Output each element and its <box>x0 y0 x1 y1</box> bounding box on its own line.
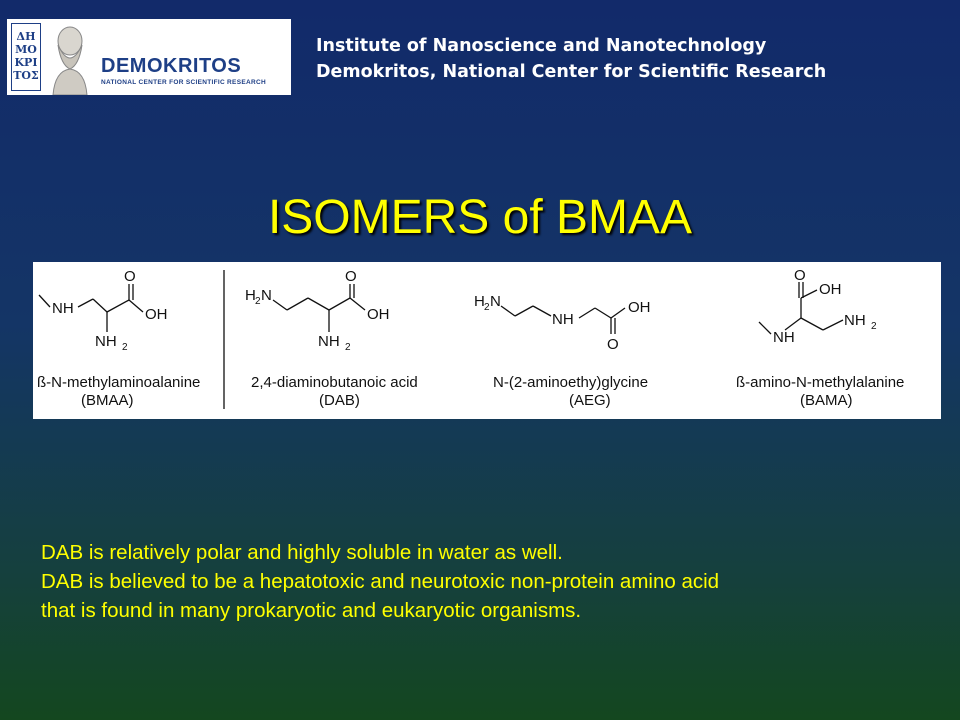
logo-glyph-line: ΚΡΙ <box>14 56 38 69</box>
atom-label: OH <box>819 281 842 298</box>
institute-name: Institute of Nanoscience and Nanotechnology <box>316 36 767 56</box>
logo-glyph-line: ΔΗ <box>16 30 36 43</box>
atom-label: O <box>124 268 136 285</box>
atom-label: NH <box>95 333 117 350</box>
logo-name: DEMOKRITOS <box>101 55 242 77</box>
atom-label: OH <box>628 299 651 316</box>
description-line: DAB is relatively polar and highly soluble in water as well. <box>41 541 563 564</box>
center-name: Demokritos, National Center for Scientific Research <box>316 62 827 82</box>
atom-label: O <box>345 268 357 285</box>
atom-subscript: 2 <box>345 342 351 353</box>
logo-glyph-line: ΜΟ <box>15 43 37 56</box>
bama-abbr: (BAMA) <box>800 392 853 409</box>
institute-header <box>316 33 826 85</box>
aeg-abbr: (AEG) <box>569 392 611 409</box>
bmaa-abbr: (BMAA) <box>81 392 134 409</box>
dab-abbr: (DAB) <box>319 392 360 409</box>
description-line: DAB is believed to be a hepatotoxic and neurotoxic non-protein amino acid <box>41 570 720 593</box>
dab-name: 2,4-diaminobutanoic acid <box>251 374 418 391</box>
logo-subtitle: NATIONAL CENTER FOR SCIENTIFIC RESEARCH <box>101 79 266 86</box>
structures-panel <box>33 262 941 419</box>
atom-label: O <box>794 267 806 284</box>
atom-label: NH <box>773 329 795 346</box>
demokritos-logo <box>7 19 291 95</box>
bama-name: ß-amino-N-methylalanine <box>736 374 905 391</box>
atom-label: NH <box>52 300 74 317</box>
atom-label: N <box>490 293 501 310</box>
atom-label: N <box>261 287 272 304</box>
logo-glyph-line: ΤΟΣ <box>13 69 39 82</box>
slide-title: ISOMERS of BMAA <box>267 191 693 244</box>
atom-label: OH <box>145 306 168 323</box>
atom-label: OH <box>367 306 390 323</box>
atom-subscript: 2 <box>484 302 490 313</box>
atom-label: H <box>245 287 256 304</box>
aeg-name: N-(2-aminoethy)glycine <box>493 374 649 391</box>
dab-bonds <box>273 284 365 332</box>
atom-label: NH <box>844 312 866 329</box>
description-line: that is found in many prokaryotic and eukaryotic organisms. <box>41 599 582 622</box>
atom-subscript: 2 <box>255 296 261 307</box>
atom-subscript: 2 <box>871 321 877 332</box>
description <box>41 538 719 625</box>
atom-subscript: 2 <box>122 342 128 353</box>
atom-label: NH <box>552 311 574 328</box>
logo-emblem-icon <box>11 23 41 91</box>
bmaa-name: ß-N-methylaminoalanine <box>37 374 201 391</box>
structures-figure <box>33 262 941 419</box>
atom-label: H <box>474 293 485 310</box>
bust-icon <box>45 19 95 95</box>
atom-label: NH <box>318 333 340 350</box>
atom-label: O <box>607 336 619 353</box>
